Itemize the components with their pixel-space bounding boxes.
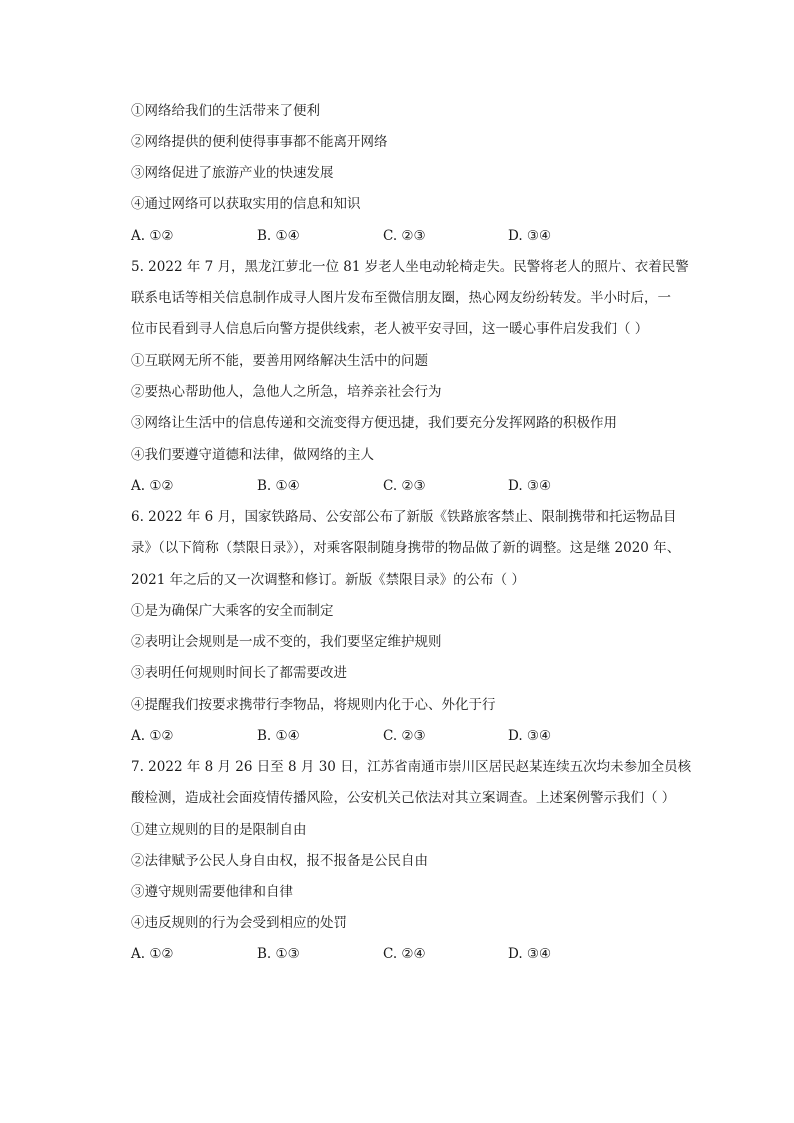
- choice-d: D. ③④: [508, 946, 552, 962]
- q5-stem-line-1: 5. 2022 年 7 月，黑龙江萝北一位 81 岁老人坐电动轮椅走失。民警将老人的照片、衣着民警: [131, 259, 689, 275]
- prev-option-4: ④通过网络可以获取实用的信息和知识: [131, 196, 361, 212]
- choice-a: A. ①②: [131, 228, 174, 244]
- q5-answer-choices: [131, 476, 651, 496]
- q6-stem-line-3: 2021 年之后的又一次调整和修订。新版《禁限目录》的公布（ ）: [131, 572, 525, 588]
- q6-option-2: ②表明让会规则是一成不变的，我们要坚定维护规则: [131, 634, 442, 650]
- q6-stem-line-1: 6. 2022 年 6 月，国家铁路局、公安部公布了新版《铁路旅客禁止、限制携带和托运物品目: [131, 509, 677, 525]
- choice-c: C. ②③: [383, 728, 426, 744]
- q7-option-3: ③遵守规则需要他律和自律: [131, 884, 293, 900]
- choice-a: A. ①②: [131, 728, 174, 744]
- q7-option-2: ②法律赋予公民人身自由权，报不报备是公民自由: [131, 853, 428, 869]
- choice-b: B. ①③: [257, 946, 300, 962]
- q5-stem-line-2: 联系电话等相关信息制作成寻人图片发布至微信朋友圈，热心网友纷纷转发。半小时后，一: [131, 290, 671, 306]
- q6-option-1: ①是为确保广大乘客的安全而制定: [131, 603, 334, 619]
- q5-option-4: ④我们要遵守道德和法律，做网络的主人: [131, 447, 374, 463]
- choice-d: D. ③④: [508, 228, 552, 244]
- q5-stem-line-3: 位市民看到寻人信息后向警方提供线索，老人被平安寻回，这一暖心事件启发我们（ ）: [131, 321, 649, 337]
- q7-option-4: ④违反规则的行为会受到相应的处罚: [131, 915, 347, 931]
- q6-answer-choices: [131, 726, 651, 746]
- choice-c: C. ②③: [383, 228, 426, 244]
- prev-option-2: ②网络提供的便利使得事事都不能离开网络: [131, 134, 388, 150]
- q7-answer-choices: [131, 944, 651, 964]
- q7-stem-line-1: 7. 2022 年 8 月 26 日至 8 月 30 日，江苏省南通市崇川区居民赵某连续五次均未参加全员核: [131, 759, 692, 775]
- q6-option-4: ④提醒我们按要求携带行李物品，将规则内化于心、外化于行: [131, 697, 496, 713]
- q7-option-1: ①建立规则的目的是限制自由: [131, 822, 307, 838]
- choice-a: A. ①②: [131, 478, 174, 494]
- choice-d: D. ③④: [508, 478, 552, 494]
- choice-c: C. ②③: [383, 478, 426, 494]
- prev-option-3: ③网络促进了旅游产业的快速发展: [131, 165, 334, 181]
- q6-stem-line-2: 录》（以下简称（禁限日录》），对乘客限制随身携带的物品做了新的调整。这是继 2020 年、: [131, 540, 681, 556]
- choice-c: C. ②④: [383, 946, 426, 962]
- q5-option-2: ②要热心帮助他人，急他人之所急，培养亲社会行为: [131, 384, 442, 400]
- choice-d: D. ③④: [508, 728, 552, 744]
- choice-b: B. ①④: [257, 478, 300, 494]
- q5-option-1: ①互联网无所不能，要善用网络解决生活中的问题: [131, 353, 428, 369]
- choice-b: B. ①④: [257, 228, 300, 244]
- q5-option-3: ③网络让生活中的信息传递和交流变得方便迅捷，我们要充分发挥网路的积极作用: [131, 415, 617, 431]
- choice-a: A. ①②: [131, 946, 174, 962]
- prev-option-1: ①网络给我们的生活带来了便利: [131, 103, 320, 119]
- q6-option-3: ③表明任何规则时间长了都需要改进: [131, 665, 347, 681]
- q7-stem-line-2: 酸检测，造成社会面疫情传播风险，公安机关己依法对其立案调查。上述案例警示我们（ ）: [131, 790, 676, 806]
- choice-b: B. ①④: [257, 728, 300, 744]
- prev-answer-choices: [131, 226, 651, 246]
